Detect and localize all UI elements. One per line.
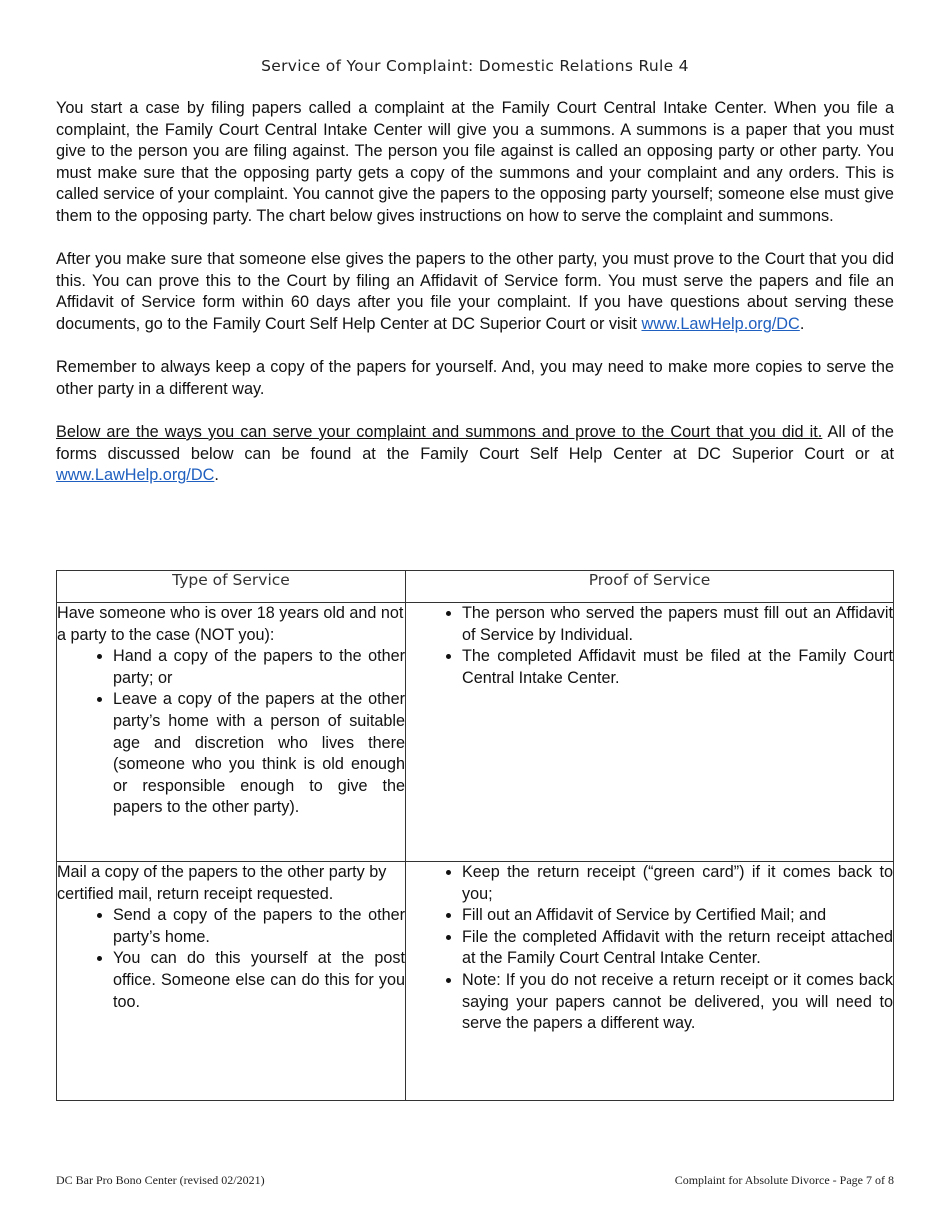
list-item: • The completed Affidavit must be filed at the Family Court Central Intake Center. [462,646,893,689]
type-list [57,905,405,1013]
paragraph-ways-underlined: Below are the ways you can serve your complaint and summons and prove to the Court that you did it. [56,422,823,441]
table-row [57,862,894,1101]
paragraph-ways-end: . [214,466,219,485]
paragraph-ways [56,422,894,487]
paragraph-proof-text: After you make sure that someone else gives the papers to the other party, you must prove to the Court that you did this. You can prove this to the Court by filing an Affidavit of Service form. You must serve the papers and file an Affidavit of Service form within 60 days after you file your complaint. If you have questions about serving these documents, go to the Family Court Self Help Center at DC Superior Court or visit [56,250,894,333]
paragraph-copies-text: Remember to always keep a copy of the papers for yourself. And, you may need to make more copies to serve the other party in a different way. [56,358,894,398]
proof-list [406,862,893,1035]
proof-list [406,603,893,689]
list-item: • Fill out an Affidavit of Service by Certified Mail; and [462,905,893,927]
table-header-row [57,571,894,603]
paragraph-filing [56,98,894,228]
list-item: • Keep the return receipt (“green card”) if it comes back to you; [462,862,893,905]
lawhelp-link-2[interactable]: www.LawHelp.org/DC [56,466,215,485]
paragraph-filing-text: You start a case by filing papers called a complaint at the Family Court Central Intake Center. When you file a complaint, the Family Court Central Intake Center will give you a summons. A summons is a paper that you must give to the person you are filing against. The person you file against is called an opposing party or other party. You must make sure that the opposing party gets a copy of the summons and your complaint and any orders. This is called service of your complaint. You cannot give the papers to the opposing party yourself; someone else must give them to the opposing party. The chart below gives instructions on how to serve the complaint and summons. [56,99,894,225]
paragraph-proof-end: . [799,314,805,333]
list-item: • File the completed Affidavit with the return receipt attached at the Family Court Central Intake Center. [462,927,893,970]
header-proof-of-service: Proof of Service [406,571,894,603]
proof-cell-mail [406,862,894,1101]
list-item: • Leave a copy of the papers at the other party’s home with a person of suitable age and discretion who lives there (someone who you think is old enough or responsible enough to give the papers to the other party). [113,689,405,819]
footer-revision: DC Bar Pro Bono Center (revised 02/2021) [56,1173,265,1187]
footer-page-number: Complaint for Absolute Divorce - Page 7 of 8 [674,1173,894,1187]
list-item: • Hand a copy of the papers to the other party; or [113,646,405,689]
type-list [57,646,405,819]
proof-cell-personal [406,603,894,862]
list-item: • The person who served the papers must fill out an Affidavit of Service by Individual. [462,603,893,646]
page-title: Service of Your Complaint: Domestic Relations Rule 4 [261,57,689,75]
list-item: • You can do this yourself at the post office. Someone else can do this for you too. [113,948,405,1013]
type-intro: Mail a copy of the papers to the other party by certified mail, return receipt requested. [57,863,387,903]
type-cell-mail [57,862,406,1101]
list-item: • Note: If you do not receive a return receipt or it comes back saying your papers cannot be delivered, you will need to serve the papers a different way. [462,970,893,1035]
paragraph-copies [56,357,894,400]
list-item: • Send a copy of the papers to the other party’s home. [113,905,405,948]
paragraph-proof [56,249,894,335]
header-type-of-service: Type of Service [57,571,406,603]
lawhelp-link[interactable]: www.LawHelp.org/DC [641,314,800,333]
service-table [56,570,894,1101]
table-row [57,603,894,862]
type-intro: Have someone who is over 18 years old and not a party to the case (NOT you): [57,604,404,644]
paragraph-ways-text: All of the forms discussed below can be found at the Family Court Self Help Center at DC Superior Court or at [56,422,894,463]
type-cell-personal [57,603,406,862]
instructions-body [56,98,894,508]
